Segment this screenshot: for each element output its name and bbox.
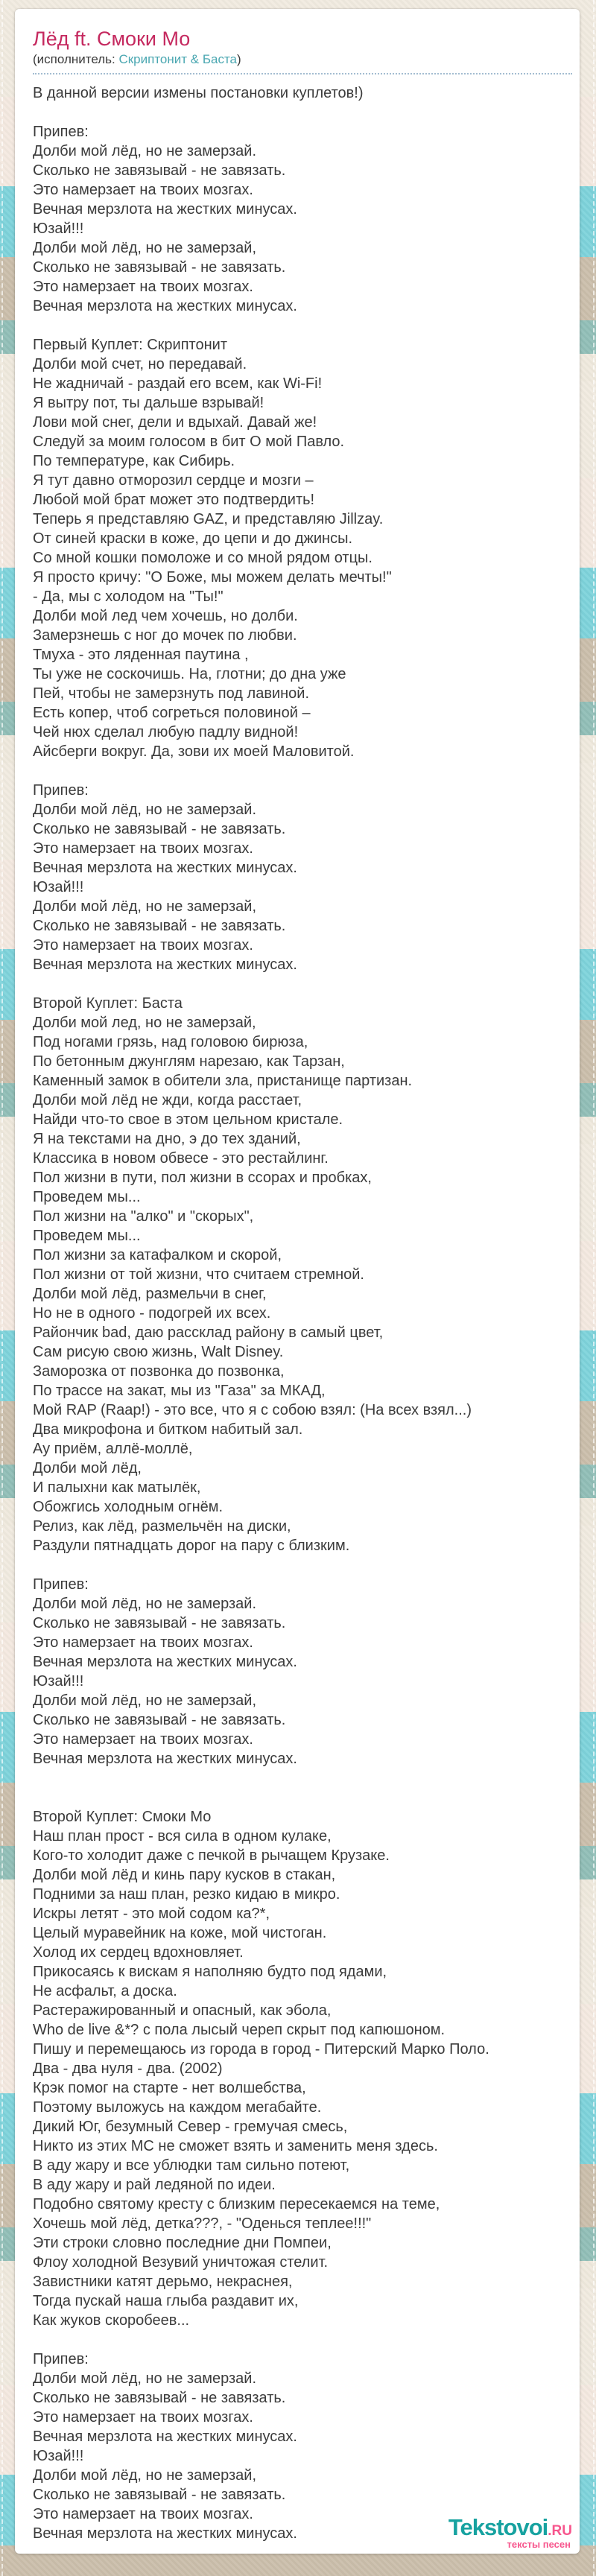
lyric-line: Целый муравейник на коже, мой чистоган. [33,1925,327,1941]
lyric-line [33,1768,575,1788]
lyric-line: Вечная мерзлота на жестких минусах. [33,1751,297,1767]
lyric-line: Это намерзает на твоих мозгах. [33,1634,253,1651]
lyric-line: Первый Куплет: Скриптонит [33,337,227,353]
page-title: Лёд ft. Смоки Мо [33,28,191,50]
lyric-line: Долби мой лёд, [33,1460,142,1476]
lyric-line: Любой мой брат может это подтвердить! [33,492,315,508]
lyric-line: Сколько не завязывай - не завязать. [33,2487,286,2503]
lyric-line: Вечная мерзлота на жестких минусах. [33,957,297,973]
lyric-line: По бетонным джунглям нарезаю, как Тарзан, [33,1053,345,1070]
lyric-line: Никто из этих МС не сможет взять и заменить меня здесь. [33,2138,438,2154]
lyric-line: Классика в новом обвесе - это рестайлинг. [33,1150,329,1167]
lyric-line [33,761,575,781]
lyric-line: Я на текстами на дно, э до тех зданий, [33,1131,301,1147]
lyric-line: От синей краски в коже, до цепи и до джинсы. [33,530,353,547]
lyric-line: Сам рисую свою жизнь, Walt Disney. [33,1344,284,1360]
lyric-line: Это намерзает на твоих мозгах. [33,279,253,295]
lyric-line: Припев: [33,124,89,140]
lyric-line: Это намерзает на твоих мозгах. [33,937,253,954]
lyric-line: Есть копер, чтоб согреться половиной – [33,705,311,721]
lyric-line: Долби мой лёд, но не замерзай, [33,898,257,915]
lyric-line: Долби мой счет, но передавай. [33,356,247,372]
lyric-line: Сколько не завязывай - не завязать. [33,918,286,934]
lyric-line [33,1555,575,1575]
lyric-line: Завистники катят дерьмо, некраснея, [33,2274,293,2290]
lyric-line: Кого-то холодит даже с печкой в рычащем Крузаке. [33,1847,390,1864]
lyric-line: Сколько не завязывай - не завязать. [33,821,286,837]
lyric-line: Подобно святому кресту с близким пересекаемся на теме, [33,2196,440,2212]
lyric-line: Долби мой лёд, размельчи в снег, [33,1286,267,1302]
lyric-line: Припев: [33,1576,89,1593]
lyric-line: Юзай!!! [33,879,84,895]
lyric-line: Вечная мерзлота на жестких минусах. [33,298,297,314]
lyric-line: Вечная мерзлота на жестких минусах. [33,860,297,876]
lyric-line: - Да, мы с холодом на "Ты!" [33,589,224,605]
lyric-line: Тогда пускай наша глыба раздавит их, [33,2293,299,2309]
lyric-line: Релиз, как лёд, размельчён на диски, [33,1518,291,1535]
lyric-line: Лови мой снег, дели и вдыхай. Давай же! [33,414,317,431]
lyric-line: Юзай!!! [33,1673,84,1690]
lyric-line: Заморозка от позвонка до позвонка, [33,1363,285,1380]
lyric-line: Растеражированный и опасный, как эбола, [33,2002,332,2019]
artist-link[interactable]: Скриптонит & Баста [118,52,238,66]
lyric-line: Два микрофона и битком набитый зал. [33,1421,303,1438]
lyric-line: Следуй за моим голосом в бит О мой Павло. [33,434,345,450]
lyric-line: Долби мой лед чем хочешь, но долби. [33,608,298,624]
lyric-line: Вечная мерзлота на жестких минусах. [33,1654,297,1670]
lyric-line: Пол жизни за катафалком и скорой, [33,1247,282,1263]
lyric-line: Проведем мы... [33,1189,141,1205]
lyric-line: Второй Куплет: Баста [33,995,183,1012]
lyric-line: Как жуков скоробеев... [33,2312,190,2329]
lyric-line: Долби мой лёд, но не замерзай, [33,1693,257,1709]
lyric-line: Пол жизни от той жизни, что считаем стремной. [33,1266,364,1283]
lyric-line: Пол жизни на "алко" и "скорых", [33,1208,254,1225]
lyric-line: Поэтому выложусь на каждом мегабайте. [33,2099,322,2116]
lyric-line: Дикий Юг, безумный Север - гремучая смесь, [33,2119,348,2135]
lyric-line: Я просто кричу: "О Боже, мы можем делать мечты!" [33,569,392,586]
lyric-line: Долби мой лёд, но не замерзай. [33,802,257,818]
lyric-line: Айсберги вокруг. Да, зови их моей Маловитой. [33,743,355,760]
lyric-line: Сколько не завязывай - не завязать. [33,1615,286,1631]
lyric-line: Who de live &*? с пола лысый череп скрыт под капюшоном. [33,2022,446,2038]
lyric-line: Два - два нуля - два. (2002) [33,2061,223,2077]
lyric-line: Прикосаясь к вискам я наполняю будто под ядами, [33,1964,387,1980]
lyric-line [33,1788,575,1807]
background-stitch-right [593,0,595,2576]
lyric-line: Не жадничай - раздай его всем, как Wi-Fi! [33,375,323,392]
lyric-line: Наш план прост - вся сила в одном кулаке, [33,1828,332,1844]
lyric-line: Долби мой лёд, но не замерзай. [33,1596,257,1612]
lyric-line: Припев: [33,2351,89,2367]
lyric-line: В данной версии измены постановки куплетов!) [33,85,364,101]
lyric-line: Ты уже не соскочишь. На, глотни; до дна уже [33,666,346,682]
lyric-line: Это намерзает на твоих мозгах. [33,2409,253,2426]
lyric-line: Вечная мерзлота на жестких минусах. [33,2525,297,2542]
lyric-line: Под ногами грязь, над головою бирюза, [33,1034,308,1050]
artist-line [33,52,572,74]
background-stitch-left [1,0,3,2576]
lyric-line: Долби мой лёд не жди, когда расстает, [33,1092,302,1108]
lyric-line: Тмуха - это ляденная паутина , [33,647,249,663]
lyric-line: Вечная мерзлота на жестких минусах. [33,2429,297,2445]
lyric-line [33,974,575,994]
artist-suffix: ) [237,52,241,66]
lyric-line: Сколько не завязывай - не завязать. [33,2390,286,2406]
lyric-line: Проведем мы... [33,1228,141,1244]
lyric-line [33,2330,575,2350]
lyric-line: Пол жизни в пути, пол жизни в ссорах и пробках, [33,1170,372,1186]
lyric-line: Юзай!!! [33,221,84,237]
lyric-line: Пишу и перемещаюсь из города в город - Питерский Марко Поло. [33,2041,489,2058]
lyric-line: Ау приём, аллё-моллё, [33,1441,193,1457]
lyric-line: Подними за наш план, резко кидаю в микро. [33,1886,340,1903]
lyrics-card [15,9,580,2554]
lyric-line: Но не в одного - подогрей их всех. [33,1305,271,1322]
lyric-line: Долби мой лёд и кинь пару кусков в стакан, [33,1867,336,1883]
lyric-line: Сколько не завязывай - не завязать. [33,162,286,179]
artist-prefix: (исполнитель: [33,52,119,66]
lyric-line: Найди что-то свое в этом цельном кристале. [33,1111,343,1128]
lyric-line: Искры летят - это мой содом ка?*, [33,1906,270,1922]
lyric-line: Долби мой лёд, но не замерзай. [33,2370,257,2387]
lyric-line: Мой RAP (Raap!) - это все, что я с собою взял: (На всех взял...) [33,1402,472,1418]
logo-tagline: тексты песен [507,2539,571,2550]
lyric-line: Это намерзает на твоих мозгах. [33,182,253,198]
lyric-line: Холод их сердец вдохновляет. [33,1944,244,1961]
lyric-line: Со мной кошки помоложе и со мной рядом отцы. [33,550,372,566]
lyric-line: Я вытру пот, ты дальше взрывай! [33,395,264,411]
lyric-line: Чей нюх сделал любую падлу видной! [33,724,299,740]
lyric-line: Каменный замок в обители зла, пристанище партизан. [33,1073,413,1089]
lyric-line: Эти строки словно последние дни Помпеи, [33,2235,332,2251]
lyric-line: Флоу холодной Везувий уничтожая стелит. [33,2254,329,2271]
lyric-line: Раздули пятнадцать дорог на пару с близким. [33,1538,350,1554]
lyric-line: Крэк помог на старте - нет волшебства, [33,2080,306,2096]
lyric-line: Долби мой лёд, но не замерзай. [33,143,257,159]
lyric-line: Сколько не завязывай - не завязать. [33,1712,286,1728]
lyric-line: Припев: [33,782,89,799]
lyric-line [33,103,575,122]
logo-domain-suffix: .RU [548,2523,572,2539]
logo-wordmark: Tekstovoi [448,2514,548,2540]
lyric-line: Сколько не завязывай - не завязать. [33,259,286,276]
lyric-line: В аду жару и все ублюдки там сильно потеют, [33,2157,350,2174]
song-header [33,27,572,74]
lyrics-text [33,83,575,2543]
lyric-line: В аду жару и рай ледяной по идеи. [33,2177,276,2193]
lyric-line: Райончик bad, даю рассклад району в самый цвет, [33,1325,384,1341]
site-logo[interactable] [448,2516,572,2549]
lyric-line: Не асфальт, а доска. [33,1983,177,1999]
lyric-line [33,316,575,335]
lyric-line: Долби мой лёд, но не замерзай, [33,2467,257,2484]
lyric-line: Долби мой лед, но не замерзай, [33,1015,256,1031]
lyric-line: Второй Куплет: Смоки Мо [33,1809,212,1825]
lyric-line: Замерзнешь с ног до мочек по любви. [33,627,297,644]
lyric-line: Обожгись холодным огнём. [33,1499,224,1515]
lyric-line: Хочешь мой лёд, детка???, - "Оденься теплее!!!" [33,2215,372,2232]
lyric-line: По температуре, как Сибирь. [33,453,235,469]
lyric-line: И палыхни как матылёк, [33,1479,201,1496]
lyric-line: Вечная мерзлота на жестких минусах. [33,201,297,218]
lyric-line: Пей, чтобы не замерзнуть под лавиной. [33,685,310,702]
lyric-line: Это намерзает на твоих мозгах. [33,2506,253,2522]
lyric-line: По трассе на закат, мы из "Газа" за МКАД, [33,1383,326,1399]
lyric-line: Теперь я представляю GAZ, и представляю Jillzay. [33,511,384,527]
lyric-line: Долби мой лёд, но не замерзай, [33,240,257,256]
lyric-line: Это намерзает на твоих мозгах. [33,1731,253,1748]
lyric-line: Я тут давно отморозил сердце и мозги – [33,472,314,489]
lyric-line: Это намерзает на твоих мозгах. [33,840,253,857]
lyric-line: Юзай!!! [33,2448,84,2464]
